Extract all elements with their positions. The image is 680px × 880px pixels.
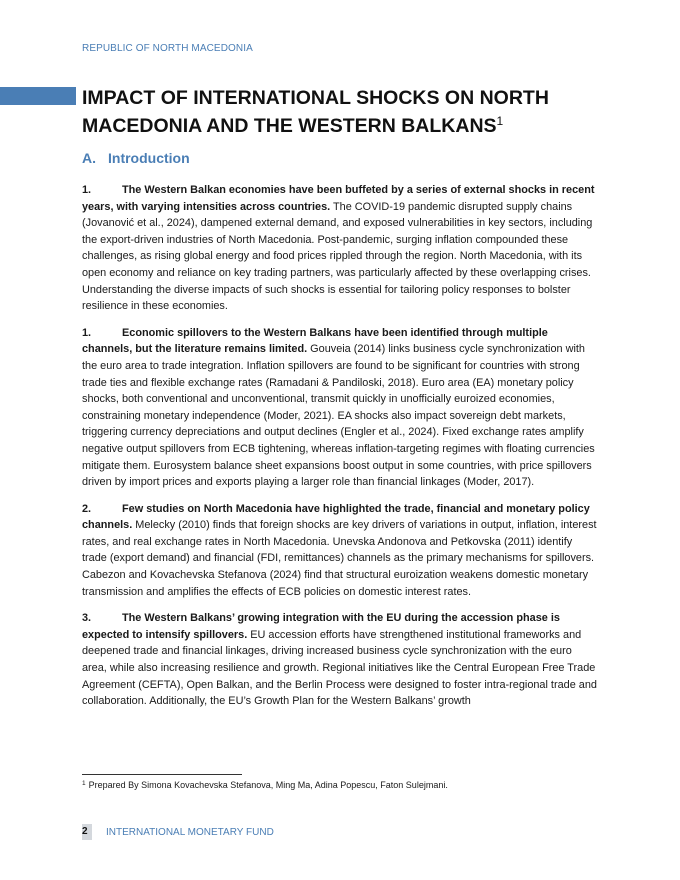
paragraph [82, 610, 599, 710]
footnote-divider [82, 774, 242, 775]
paragraph-text: The COVID-19 pandemic disrupted supply chains (Jovanović et al., 2024), dampened external demand, and exposed vulnerabilities in key sectors, including the export-driven industries of North Macedonia. Post-pandemic, surging inflation compounded these challenges, as rising global energy and food prices rippled through the region. North Macedonia, with its open economy and reliance on key trading partners, was particularly affected by these overlapping crises. Understanding the diverse impacts of such shocks is essential for tailoring policy responses to bolster resilience in these economies. [82, 200, 593, 313]
title-footnote-marker[interactable]: 1 [496, 114, 504, 128]
footnote-text: Prepared By Simona Kovachevska Stefanova, Ming Ma, Adina Popescu, Faton Sulejmani. [88, 780, 448, 790]
title-accent-bar [0, 87, 76, 105]
paragraph [82, 182, 599, 315]
footnote-marker: 1 [82, 780, 86, 787]
body-text [82, 182, 599, 720]
paragraph-lead: The Western Balkans’ growing integration with the EU during the accession phase is expected to intensify spillovers. [82, 612, 560, 641]
paragraph-number: 2. [82, 502, 92, 515]
paragraph-text: Gouveia (2014) links business cycle synchronization with the euro area to trade integration. Inflation spillovers are found to be significant for countries with strong trade ties and flexible exchange rates (Ramadani & Pandiloski, 2018). Euro area (EA) monetary policy shocks, both conventional and unconventional, transmit quickly in unofficially euroized economies, constraining monetary independence (Moder, 2021). EA shocks also impact sovereign debt markets, triggering currency depreciations and output declines (Engler et al., 2024). Fixed exchange rates amplify negative output spillovers from ECB tightening, whereas inflation-targeting regimes with floating currencies mitigate them. Eurosystem balance sheet expansions boost output in some countries, with price spillovers driven by import prices and exports playing a larger role than financial linkages (Moder, 2017). [82, 343, 595, 489]
paragraph-number: 3. [82, 612, 92, 625]
paragraph [82, 325, 599, 491]
paragraph-lead: Few studies on North Macedonia have highlighted the trade, financial and monetary policy channels. [82, 502, 590, 532]
page-title-text: IMPACT OF INTERNATIONAL SHOCKS ON NORTH MACEDONIA AND THE WESTERN BALKANS [82, 87, 549, 137]
section-title: Introduction [108, 150, 190, 166]
paragraph-text: EU accession efforts have strengthened institutional frameworks and deepened trade and financial linkages, driving increased business cycle synchronization with the euro area, while also increasing resilience and growth. Regional initiatives like the Central European Free Trade Agreement (CEFTA), Open Balkan, and the Berlin Process were designed to foster intra-regional trade and collaboration. Additionally, the EU’s Growth Plan for the Western Balkans’ growth [82, 628, 597, 708]
footer-publisher: INTERNATIONAL MONETARY FUND [106, 827, 274, 838]
paragraph-text: Melecky (2010) finds that foreign shocks are key drivers of variations in output, inflation, interest rates, and real exchange rates in North Macedonia. Unevska Andonova and Petkovska (2011) identify trade (export demand) and financial (FDI, remittances) channels as the primary mechanisms for spillovers. Cabezon and Kovachevska Stefanova (2024) find that structural euroization weakens domestic monetary transmission and amplifies the effects of ECB policies on domestic interest rates. [82, 519, 597, 598]
page-title [82, 84, 622, 140]
section-heading [82, 150, 190, 166]
paragraph-number: 1. [82, 326, 92, 339]
paragraph-number: 1. [82, 184, 92, 196]
running-header: REPUBLIC OF NORTH MACEDONIA [82, 43, 253, 54]
footnote [82, 780, 448, 790]
section-letter: A. [82, 150, 96, 166]
page-number: 2 [82, 826, 88, 837]
paragraph [82, 501, 599, 601]
paragraph-lead: Economic spillovers to the Western Balkans have been identified through multiple channels, but the literature remains limited. [82, 326, 548, 356]
paragraph-lead: The Western Balkan economies have been buffeted by a series of external shocks in recent years, with varying intensities across countries. [82, 184, 595, 213]
